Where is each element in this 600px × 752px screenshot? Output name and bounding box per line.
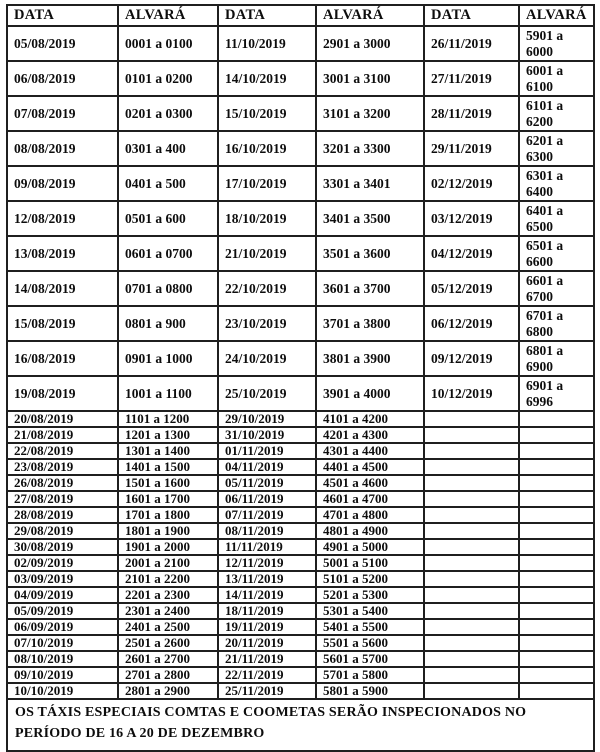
table-cell: 1301 a 1400	[118, 443, 218, 459]
table-cell: 2101 a 2200	[118, 571, 218, 587]
table-cell	[424, 603, 519, 619]
table-cell: 5201 a 5300	[316, 587, 424, 603]
table-cell: 10/10/2019	[7, 683, 118, 699]
table-cell: 09/12/2019	[424, 341, 519, 376]
table-cell	[519, 667, 594, 683]
footer-note: OS TÁXIS ESPECIAIS COMTAS E COOMETAS SERÃO INSPECIONADOS NO PERÍODO DE 16 A 20 DE DEZEMBRO	[7, 699, 594, 751]
table-cell	[424, 491, 519, 507]
table-cell: 10/12/2019	[424, 376, 519, 411]
table-row	[7, 619, 594, 635]
table-cell: 6201 a 6300	[519, 131, 594, 166]
table-cell	[424, 571, 519, 587]
table-cell: 4101 a 4200	[316, 411, 424, 427]
table-cell: 6801 a 6900	[519, 341, 594, 376]
table-cell: 1001 a 1100	[118, 376, 218, 411]
column-header-alvara-3: ALVARÁ	[519, 5, 594, 26]
table-row	[7, 376, 594, 411]
table-cell: 6501 a 6600	[519, 236, 594, 271]
table-cell: 0701 a 0800	[118, 271, 218, 306]
table-cell: 1601 a 1700	[118, 491, 218, 507]
table-cell: 2401 a 2500	[118, 619, 218, 635]
table-cell	[424, 475, 519, 491]
table-cell: 3401 a 3500	[316, 201, 424, 236]
column-header-data-2: DATA	[218, 5, 316, 26]
table-row	[7, 427, 594, 443]
table-cell: 03/09/2019	[7, 571, 118, 587]
table-cell: 6101 a 6200	[519, 96, 594, 131]
table-cell	[424, 523, 519, 539]
table-row	[7, 236, 594, 271]
table-cell: 01/11/2019	[218, 443, 316, 459]
table-row	[7, 491, 594, 507]
table-cell: 19/08/2019	[7, 376, 118, 411]
table-cell: 16/08/2019	[7, 341, 118, 376]
table-cell: 0101 a 0200	[118, 61, 218, 96]
table-cell: 02/12/2019	[424, 166, 519, 201]
table-row	[7, 683, 594, 699]
table-cell: 0601 a 0700	[118, 236, 218, 271]
table-cell: 1401 a 1500	[118, 459, 218, 475]
table-cell	[519, 539, 594, 555]
table-cell	[519, 635, 594, 651]
table-cell: 26/11/2019	[424, 26, 519, 61]
table-cell: 07/11/2019	[218, 507, 316, 523]
table-cell	[424, 635, 519, 651]
column-header-data-3: DATA	[424, 5, 519, 26]
table-row	[7, 507, 594, 523]
header-row	[7, 5, 594, 26]
table-cell: 3901 a 4000	[316, 376, 424, 411]
table-cell	[519, 619, 594, 635]
table-cell	[424, 427, 519, 443]
table-cell: 14/10/2019	[218, 61, 316, 96]
table-cell: 21/11/2019	[218, 651, 316, 667]
table-cell: 0401 a 500	[118, 166, 218, 201]
table-cell	[519, 571, 594, 587]
table-cell	[424, 619, 519, 635]
table-cell: 0301 a 400	[118, 131, 218, 166]
table-cell: 2701 a 2800	[118, 667, 218, 683]
table-cell: 5301 a 5400	[316, 603, 424, 619]
table-cell: 3001 a 3100	[316, 61, 424, 96]
table-cell	[424, 443, 519, 459]
table-cell: 6601 a 6700	[519, 271, 594, 306]
table-row	[7, 459, 594, 475]
table-cell: 2901 a 3000	[316, 26, 424, 61]
table-body	[7, 26, 594, 699]
table-cell: 4201 a 4300	[316, 427, 424, 443]
table-cell: 4801 a 4900	[316, 523, 424, 539]
table-cell: 1101 a 1200	[118, 411, 218, 427]
table-row	[7, 61, 594, 96]
table-row	[7, 635, 594, 651]
table-cell: 04/12/2019	[424, 236, 519, 271]
table-cell	[519, 475, 594, 491]
table-cell: 5401 a 5500	[316, 619, 424, 635]
table-cell: 25/11/2019	[218, 683, 316, 699]
table-cell	[424, 683, 519, 699]
table-cell: 04/11/2019	[218, 459, 316, 475]
table-cell	[519, 523, 594, 539]
table-cell: 4301 a 4400	[316, 443, 424, 459]
table-cell: 6901 a 6996	[519, 376, 594, 411]
table-cell: 14/11/2019	[218, 587, 316, 603]
table-cell: 1801 a 1900	[118, 523, 218, 539]
table-cell: 3801 a 3900	[316, 341, 424, 376]
table-cell: 3501 a 3600	[316, 236, 424, 271]
table-cell: 13/11/2019	[218, 571, 316, 587]
table-cell: 6301 a 6400	[519, 166, 594, 201]
table-row	[7, 201, 594, 236]
table-cell	[519, 555, 594, 571]
table-cell: 3601 a 3700	[316, 271, 424, 306]
table-cell: 08/08/2019	[7, 131, 118, 166]
table-row	[7, 131, 594, 166]
table-cell: 5601 a 5700	[316, 651, 424, 667]
table-cell: 31/10/2019	[218, 427, 316, 443]
table-cell: 5101 a 5200	[316, 571, 424, 587]
table-cell: 25/10/2019	[218, 376, 316, 411]
table-cell: 3101 a 3200	[316, 96, 424, 131]
table-cell	[519, 491, 594, 507]
table-row	[7, 411, 594, 427]
table-cell: 27/11/2019	[424, 61, 519, 96]
table-cell	[519, 443, 594, 459]
table-row	[7, 539, 594, 555]
table-cell: 30/08/2019	[7, 539, 118, 555]
table-cell: 05/08/2019	[7, 26, 118, 61]
table-cell: 0801 a 900	[118, 306, 218, 341]
table-cell: 20/11/2019	[218, 635, 316, 651]
table-cell: 07/10/2019	[7, 635, 118, 651]
table-row	[7, 475, 594, 491]
table-cell: 12/11/2019	[218, 555, 316, 571]
table-row	[7, 96, 594, 131]
table-cell	[424, 411, 519, 427]
table-row	[7, 166, 594, 201]
table-cell: 11/11/2019	[218, 539, 316, 555]
table-row	[7, 523, 594, 539]
table-cell	[424, 507, 519, 523]
table-cell: 23/10/2019	[218, 306, 316, 341]
table-cell: 21/08/2019	[7, 427, 118, 443]
table-cell: 02/09/2019	[7, 555, 118, 571]
table-cell	[424, 651, 519, 667]
table-row	[7, 571, 594, 587]
table-cell: 2001 a 2100	[118, 555, 218, 571]
table-cell: 29/11/2019	[424, 131, 519, 166]
table-cell: 2601 a 2700	[118, 651, 218, 667]
table-cell	[519, 651, 594, 667]
table-cell: 6001 a 6100	[519, 61, 594, 96]
table-cell: 18/10/2019	[218, 201, 316, 236]
table-cell: 0901 a 1000	[118, 341, 218, 376]
table-cell	[424, 539, 519, 555]
table-cell: 18/11/2019	[218, 603, 316, 619]
table-cell	[424, 587, 519, 603]
table-cell: 11/10/2019	[218, 26, 316, 61]
table-cell: 17/10/2019	[218, 166, 316, 201]
table-row	[7, 443, 594, 459]
column-header-alvara-1: ALVARÁ	[118, 5, 218, 26]
table-cell: 2801 a 2900	[118, 683, 218, 699]
table-cell: 4401 a 4500	[316, 459, 424, 475]
table-cell: 0001 a 0100	[118, 26, 218, 61]
column-header-data-1: DATA	[7, 5, 118, 26]
table-row	[7, 603, 594, 619]
table-cell: 5901 a 6000	[519, 26, 594, 61]
table-row	[7, 271, 594, 306]
table-cell: 03/12/2019	[424, 201, 519, 236]
table-cell: 29/08/2019	[7, 523, 118, 539]
table-cell: 29/10/2019	[218, 411, 316, 427]
table-header	[7, 5, 594, 26]
table-cell: 06/12/2019	[424, 306, 519, 341]
table-cell: 20/08/2019	[7, 411, 118, 427]
table-cell: 08/10/2019	[7, 651, 118, 667]
table-cell: 21/10/2019	[218, 236, 316, 271]
table-cell	[424, 555, 519, 571]
table-cell: 09/10/2019	[7, 667, 118, 683]
table-cell: 0501 a 600	[118, 201, 218, 236]
table-cell: 26/08/2019	[7, 475, 118, 491]
table-cell	[424, 459, 519, 475]
table-cell: 4901 a 5000	[316, 539, 424, 555]
table-cell: 4501 a 4600	[316, 475, 424, 491]
table-cell	[519, 459, 594, 475]
table-cell: 1901 a 2000	[118, 539, 218, 555]
table-row	[7, 306, 594, 341]
table-cell: 1201 a 1300	[118, 427, 218, 443]
table-row	[7, 555, 594, 571]
table-cell	[424, 667, 519, 683]
table-cell: 05/11/2019	[218, 475, 316, 491]
table-cell: 6701 a 6800	[519, 306, 594, 341]
table-cell: 22/10/2019	[218, 271, 316, 306]
table-cell: 3301 a 3401	[316, 166, 424, 201]
table-row	[7, 667, 594, 683]
table-cell: 24/10/2019	[218, 341, 316, 376]
table-cell: 14/08/2019	[7, 271, 118, 306]
table-cell: 5001 a 5100	[316, 555, 424, 571]
table-cell: 4701 a 4800	[316, 507, 424, 523]
table-cell: 05/09/2019	[7, 603, 118, 619]
table-cell: 07/08/2019	[7, 96, 118, 131]
table-cell	[519, 603, 594, 619]
table-cell: 3201 a 3300	[316, 131, 424, 166]
table-cell: 27/08/2019	[7, 491, 118, 507]
table-cell: 09/08/2019	[7, 166, 118, 201]
column-header-alvara-2: ALVARÁ	[316, 5, 424, 26]
table-cell: 5801 a 5900	[316, 683, 424, 699]
table-cell: 2201 a 2300	[118, 587, 218, 603]
table-row	[7, 587, 594, 603]
table-cell: 05/12/2019	[424, 271, 519, 306]
table-cell: 28/08/2019	[7, 507, 118, 523]
table-cell: 22/08/2019	[7, 443, 118, 459]
table-cell: 12/08/2019	[7, 201, 118, 236]
table-cell: 08/11/2019	[218, 523, 316, 539]
table-cell	[519, 683, 594, 699]
footer-row	[7, 699, 594, 751]
table-cell	[519, 427, 594, 443]
table-cell: 15/08/2019	[7, 306, 118, 341]
table-cell: 2301 a 2400	[118, 603, 218, 619]
inspection-schedule-table	[6, 4, 595, 752]
table-row	[7, 651, 594, 667]
table-cell: 4601 a 4700	[316, 491, 424, 507]
table-cell	[519, 587, 594, 603]
table-cell: 06/09/2019	[7, 619, 118, 635]
table-cell: 06/11/2019	[218, 491, 316, 507]
table-cell: 23/08/2019	[7, 459, 118, 475]
table-cell: 04/09/2019	[7, 587, 118, 603]
table-cell: 13/08/2019	[7, 236, 118, 271]
table-cell: 6401 a 6500	[519, 201, 594, 236]
table-row	[7, 26, 594, 61]
table-row	[7, 341, 594, 376]
table-cell: 28/11/2019	[424, 96, 519, 131]
table-cell: 5501 a 5600	[316, 635, 424, 651]
table-footer	[7, 699, 594, 751]
table-cell: 3701 a 3800	[316, 306, 424, 341]
table-cell	[519, 411, 594, 427]
table-cell: 0201 a 0300	[118, 96, 218, 131]
table-cell: 1501 a 1600	[118, 475, 218, 491]
table-cell: 2501 a 2600	[118, 635, 218, 651]
table-cell: 22/11/2019	[218, 667, 316, 683]
table-cell: 1701 a 1800	[118, 507, 218, 523]
table-cell: 15/10/2019	[218, 96, 316, 131]
table-cell: 16/10/2019	[218, 131, 316, 166]
table-cell: 06/08/2019	[7, 61, 118, 96]
table-cell: 5701 a 5800	[316, 667, 424, 683]
table-cell: 19/11/2019	[218, 619, 316, 635]
table-cell	[519, 507, 594, 523]
